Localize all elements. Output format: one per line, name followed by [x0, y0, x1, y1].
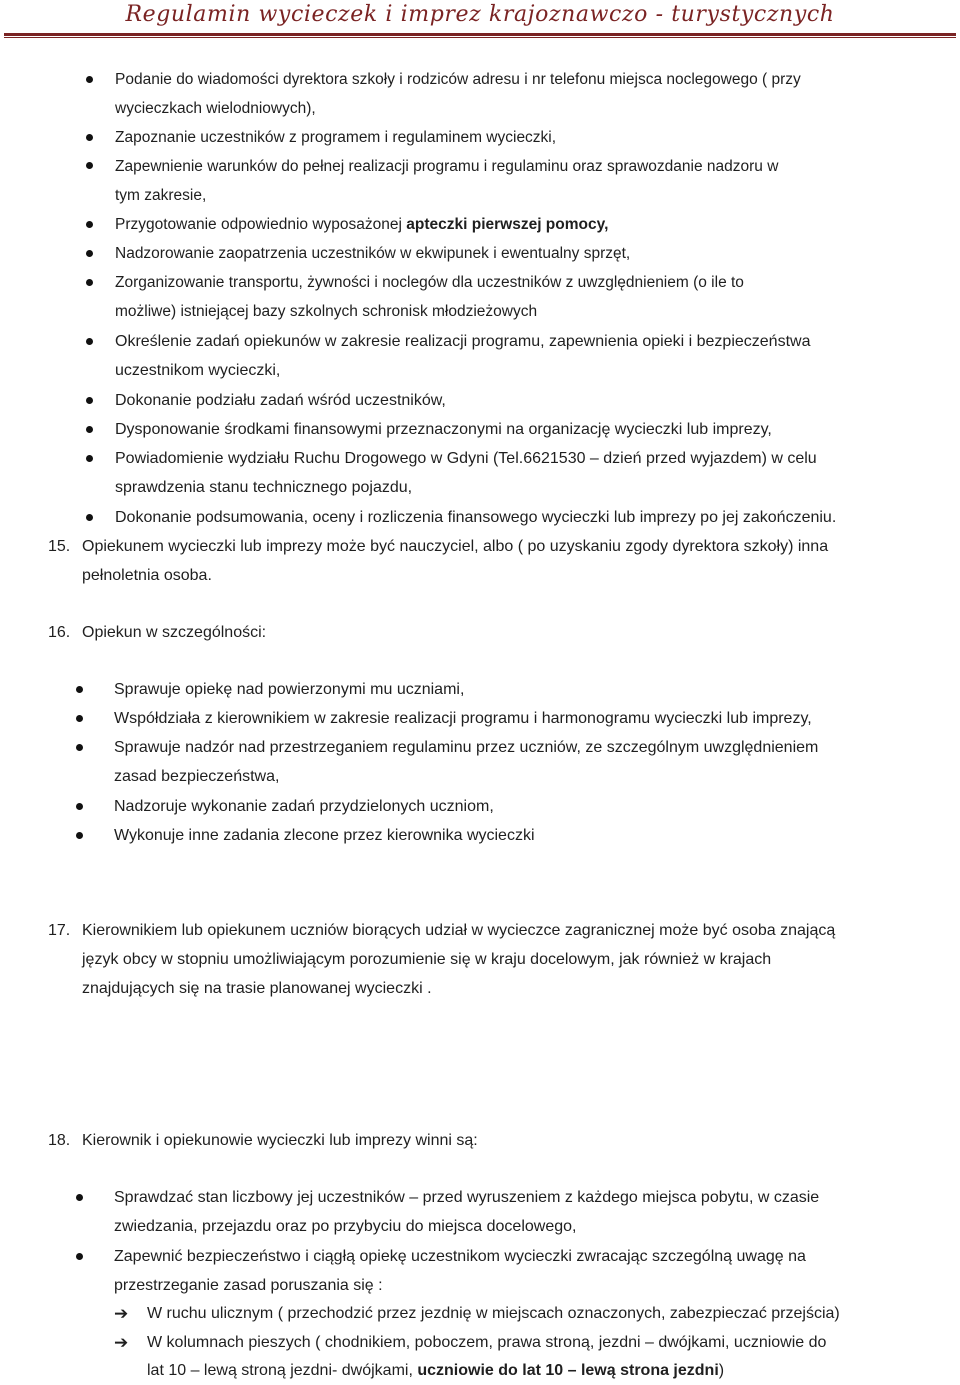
arrow-right-icon: ➔ — [114, 1333, 129, 1352]
bullet-icon — [86, 162, 93, 169]
bullet-icon — [86, 279, 93, 286]
bullet-icon — [76, 744, 83, 751]
bullet-icon — [76, 715, 83, 722]
list-item-line — [115, 210, 608, 239]
list-item-line: Dysponowanie środkami finansowymi przeznaczonymi na organizację wycieczki lub imprezy, — [115, 421, 772, 438]
list-item-line: przestrzeganie zasad poruszania się : — [114, 1277, 383, 1294]
sub-list-item-bold-text: uczniowie do lat 10 – lewą strona jezdni — [417, 1362, 719, 1379]
list-item-line: Zorganizowanie transportu, żywności i noclegów dla uczestników z uwzględnieniem (o ile to — [115, 274, 744, 291]
list-item-line: Zapewnienie warunków do pełnej realizacji programu i regulaminu oraz sprawozdanie nadzoru w — [115, 158, 779, 175]
list-item-line: zasad bezpieczeństwa, — [114, 768, 280, 785]
bullet-icon — [76, 686, 83, 693]
list-item-line: Wykonuje inne zadania zlecone przez kierownika wycieczki — [114, 827, 535, 844]
sub-list-item-text: ) — [718, 1362, 725, 1379]
list-item-line: Zapewnić bezpieczeństwo i ciągłą opiekę uczestnikom wycieczki zwracając szczególną uwagę na — [114, 1248, 806, 1265]
list-item-line: zwiedzania, przejazdu oraz po przybyciu do miejsca docelowego, — [114, 1218, 577, 1235]
sub-list-item-line — [147, 1356, 724, 1385]
section-number: 18. — [48, 1132, 71, 1149]
section-text-line: Opiekun w szczególności: — [82, 624, 267, 641]
list-item-line: Powiadomienie wydziału Ruchu Drogowego w Gdyni (Tel.6621530 – dzień przed wyjazdem) w celu — [115, 450, 817, 467]
list-item-line: Nadzoruje wykonanie zadań przydzielonych uczniom, — [114, 798, 494, 815]
list-item-line: uczestnikom wycieczki, — [115, 362, 281, 379]
bullet-icon — [86, 338, 93, 345]
bullet-icon — [86, 76, 93, 83]
section-text-line: Kierownik i opiekunowie wycieczki lub imprezy winni są: — [82, 1132, 478, 1149]
list-item-line: tym zakresie, — [115, 187, 207, 204]
header-rule-thin — [4, 37, 956, 38]
list-item-line: Nadzorowanie zaopatrzenia uczestników w ekwipunek i ewentualny sprzęt, — [115, 245, 631, 262]
bullet-icon — [76, 1253, 83, 1260]
list-item-line: Określenie zadań opiekunów w zakresie realizacji programu, zapewnienia opieki i bezpieczeństwa — [115, 333, 811, 350]
bullet-icon — [86, 426, 93, 433]
list-item-line: Dokonanie podsumowania, oceny i rozliczenia finansowego wycieczki lub imprezy po jej zakończeniu. — [115, 509, 837, 526]
sub-list-item-line: W kolumnach pieszych ( chodnikiem, poboczem, prawa stroną, jezdni – dwójkami, uczniowie do — [147, 1334, 827, 1351]
list-item-line: Sprawdzać stan liczbowy jej uczestników – przed wyruszeniem z każdego miejsca pobytu, w czasie — [114, 1189, 820, 1206]
list-item-text: Przygotowanie odpowiednio wyposażonej — [115, 216, 407, 233]
list-item-line: Dokonanie podziału zadań wśród uczestników, — [115, 392, 446, 409]
section-number: 15. — [48, 538, 71, 555]
list-item-line: Sprawuje opiekę nad powierzonymi mu uczniami, — [114, 681, 465, 698]
bullet-icon — [86, 455, 93, 462]
header-rule — [4, 33, 956, 36]
bullet-icon — [86, 221, 93, 228]
section-number: 17. — [48, 922, 71, 939]
bullet-icon — [76, 832, 83, 839]
list-item-line: Sprawuje nadzór nad przestrzeganiem regulaminu przez uczniów, ze szczególnym uwzględnieniem — [114, 739, 819, 756]
list-item-line: wycieczkach wielodniowych), — [115, 100, 316, 117]
list-item-line: Zapoznanie uczestników z programem i regulaminem wycieczki, — [115, 129, 557, 146]
list-item-line: Podanie do wiadomości dyrektora szkoły i rodziców adresu i nr telefonu miejsca noclegowego ( przy — [115, 71, 801, 88]
bullet-icon — [86, 134, 93, 141]
bullet-icon — [86, 514, 93, 521]
section-text-line: pełnoletnia osoba. — [82, 567, 212, 584]
bullet-icon — [76, 1194, 83, 1201]
arrow-right-icon: ➔ — [114, 1304, 129, 1323]
section-number: 16. — [48, 624, 71, 641]
section-text-line: język obcy w stopniu umożliwiającym porozumienie się w kraju docelowym, jak również w krajach — [82, 951, 772, 968]
sub-list-item-line: W ruchu ulicznym ( przechodzić przez jezdnię w miejscach oznaczonych, zabezpieczać przejścia) — [147, 1305, 840, 1322]
sub-list-item-text: lat 10 – lewą stroną jezdni- dwójkami, — [147, 1362, 418, 1379]
list-item-line: sprawdzenia stanu technicznego pojazdu, — [115, 479, 413, 496]
list-item-line: możliwe) istniejącej bazy szkolnych schronisk młodzieżowych — [115, 303, 538, 320]
page-header — [0, 0, 960, 36]
bullet-icon — [86, 397, 93, 404]
bullet-icon — [86, 250, 93, 257]
section-text-line: Opiekunem wycieczki lub imprezy może być nauczyciel, albo ( po uzyskaniu zgody dyrektora szkoły) inna — [82, 538, 829, 555]
list-item-bold-text: apteczki pierwszej pomocy, — [406, 216, 609, 233]
section-text-line: Kierownikiem lub opiekunem uczniów biorących udział w wycieczce zagranicznej może być osoba znającą — [82, 922, 836, 939]
list-item-line: Współdziała z kierownikiem w zakresie realizacji programu i harmonogramu wycieczki lub imprezy, — [114, 710, 812, 727]
section-text-line: znajdujących się na trasie planowanej wycieczki . — [82, 980, 432, 997]
header-title: Regulamin wycieczek i imprez krajoznawczo - turystycznych — [125, 2, 835, 27]
bullet-icon — [76, 803, 83, 810]
